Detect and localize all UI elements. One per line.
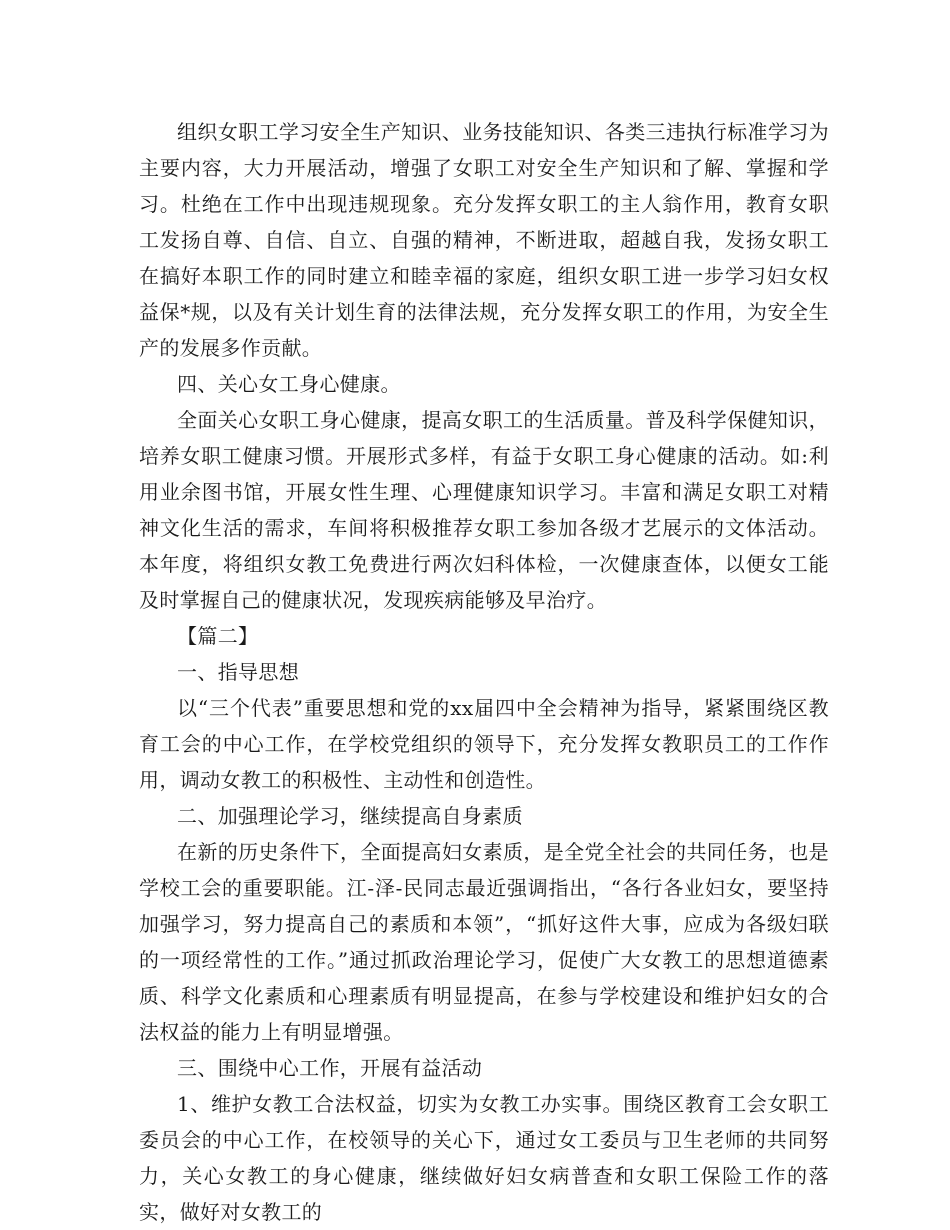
heading-part-two: 【篇二】: [177, 624, 259, 648]
paragraph-health-care: 全面关心女职工身心健康，提高女职工的生活质量。普及科学保健知识，培养女职工健康习惯。开展形式多样，有益于女职工身心健康的活动。如:利用业余图书馆，开展女性生理、心理健康知识学习。丰富和满足女职工对精神文化生活的需求，车间将积极推荐女职工参加各级才艺展示的文体活动。本年度，将组织女教工免费进行两次妇科体检，一次健康查体，以便女工能及时掌握自己的健康状况，发现疾病能够及早治疗。: [139, 408, 829, 612]
paragraph-female-worker-study: 组织女职工学习安全生产知识、业务技能知识、各类三违执行标准学习为主要内容，大力开展活动，增强了女职工对安全生产知识和了解、掌握和学习。杜绝在工作中出现违规现象。充分发挥女职工的主人翁作用，教育女职工发扬自尊、自信、自立、自强的精神，不断进取，超越自我，发扬女职工在搞好本职工作的同时建立和睦幸福的家庭，组织女职工进一步学习妇女权益保*规，以及有关计划生育的法律法规，充分发挥女职工的作用，为安全生产的发展多作贡献。: [139, 120, 829, 360]
paragraph-guiding-ideology: 以“三个代表”重要思想和党的xx届四中全会精神为指导，紧紧围绕区教育工会的中心工作，在学校党组织的领导下，充分发挥女教职员工的工作作用，调动女教工的积极性、主动性和创造性。: [139, 696, 829, 792]
paragraph-rights-protection: 1、维护女教工合法权益，切实为女教工办实事。围绕区教育工会女职工委员会的中心工作，在校领导的关心下，通过女工委员与卫生老师的共同努力，关心女教工的身心健康，继续做好妇女病普查和女职工保险工作的落实，做好对女教工的: [139, 1092, 829, 1224]
paragraph-theory-study: 在新的历史条件下，全面提高妇女素质，是全党全社会的共同任务，也是学校工会的重要职能。江-泽-民同志最近强调指出，“各行各业妇女，要坚持加强学习，努力提高自己的素质和本领”，“抓好这件大事，应成为各级妇联的一项经常性的工作。”通过抓政治理论学习，促使广大女教工的思想道德素质、科学文化素质和心理素质有明显提高，在参与学校建设和维护妇女的合法权益的能力上有明显增强。: [139, 840, 829, 1044]
document-body: [139, 114, 829, 1230]
heading-guiding-ideology: 一、指导思想: [177, 660, 300, 684]
heading-central-work: 三、围绕中心工作，开展有益活动: [177, 1056, 483, 1080]
heading-section-four: 四、关心女工身心健康。: [177, 372, 401, 396]
heading-theory-study: 二、加强理论学习，继续提高自身素质: [177, 804, 523, 828]
